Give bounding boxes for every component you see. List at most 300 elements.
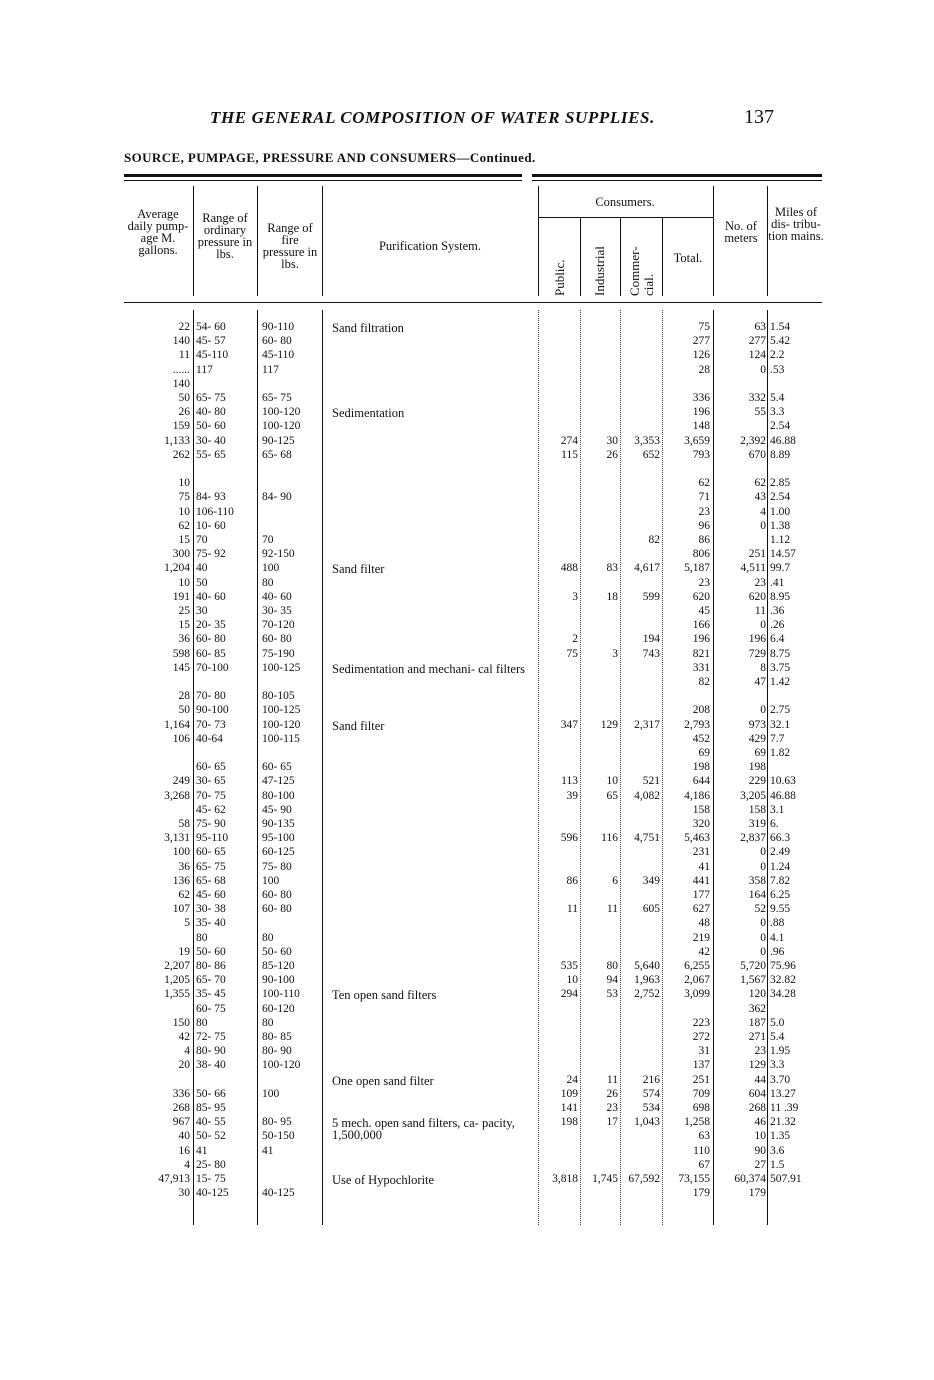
table-cell-total: 441 (692, 874, 710, 887)
table-cell-meters: 164 (748, 889, 766, 901)
table-cell-pumpage: 16 (178, 1144, 190, 1157)
table-cell-fire: 40-125 (262, 1187, 295, 1200)
table-cell-miles: 46.88 (770, 789, 796, 802)
table-cell-total: 110 (693, 1144, 710, 1157)
table-cell-meters: 198 (748, 761, 766, 774)
table-cell-total: 452 (692, 732, 710, 745)
table-cell-pumpage: 191 (172, 590, 190, 603)
table-cell-meters: 0 (760, 917, 766, 930)
header-public: Public. (552, 259, 567, 296)
table-cell-fire: 80-105 (262, 690, 295, 703)
body-divider (580, 310, 581, 1225)
table-cell-miles: 3.3 (770, 406, 785, 419)
table-cell-meters: 196 (748, 633, 766, 646)
table-cell-miles: .26 (770, 619, 785, 632)
table-cell-public: 86 (566, 874, 578, 887)
table-cell-miles: 3.1 (770, 803, 785, 816)
table-cell-ordinary: 50 (196, 576, 208, 589)
table-cell-indus: 80 (606, 960, 618, 972)
table-cell-meters: 8 (760, 661, 766, 674)
table-cell-total: 208 (692, 704, 710, 717)
table-cell-fire: 65- 75 (262, 392, 292, 404)
table-cell-pumpage: 300 (172, 548, 190, 561)
table-cell-comm: 605 (642, 903, 660, 916)
table-cell-pumpage: 150 (172, 1016, 190, 1029)
body-divider (620, 310, 621, 1225)
table-cell-pumpage: 967 (172, 1116, 190, 1129)
table-cell-ordinary: 40- 60 (196, 590, 226, 603)
table-cell-miles: 1.42 (770, 676, 791, 688)
table-cell-total: 63 (698, 1130, 710, 1143)
table-cell-meters: 271 (748, 1031, 766, 1043)
table-cell-ordinary: 30 (196, 605, 208, 617)
table-cell-pumpage: 136 (172, 874, 190, 887)
table-cell-fire: 95-100 (262, 832, 295, 845)
table-cell-total: 336 (692, 392, 710, 404)
table-cell-meters: 158 (748, 803, 766, 816)
table-cell-total: 71 (698, 491, 710, 504)
table-cell-indus: 26 (606, 1087, 618, 1100)
header-divider (620, 218, 621, 296)
top-rule-thin-left (124, 180, 522, 181)
table-cell-ordinary: 117 (196, 363, 213, 376)
table-cell-total: 126 (692, 349, 710, 362)
table-cell-miles: 6. (770, 818, 779, 830)
table-cell-comm: 216 (642, 1073, 660, 1086)
table-cell-fire: 50- 60 (262, 945, 292, 958)
table-cell-miles: 1.38 (770, 519, 791, 532)
table-cell-ordinary: 40- 80 (196, 406, 226, 419)
table-cell-fire: 90-125 (262, 434, 295, 447)
table-cell-meters: 0 (760, 519, 766, 532)
table-cell-meters: 358 (748, 874, 766, 887)
table-cell-fire: 45-110 (262, 349, 295, 362)
table-cell-comm: 3,353 (634, 434, 660, 447)
table-cell-fire: 117 (262, 363, 279, 376)
table-cell-pumpage: 1,355 (164, 988, 190, 1001)
table-cell-miles: 13.27 (770, 1087, 796, 1100)
table-cell-pumpage: 10 (178, 505, 190, 518)
table-cell-pumpage: 145 (172, 661, 190, 674)
table-cell-total: 6,255 (684, 960, 710, 972)
header-pumpage: Average daily pump- age M. gallons. (127, 207, 189, 257)
table-cell-pumpage: 5 (184, 917, 190, 930)
table-cell-meters: 362 (748, 1002, 766, 1015)
table-cell-total: 3,659 (684, 434, 710, 447)
table-cell-fire: 70-120 (262, 619, 295, 632)
table-cell-pumpage: 4 (184, 1158, 190, 1171)
table-cell-comm: 1,043 (634, 1116, 660, 1129)
table-cell-pumpage: 100 (172, 846, 190, 859)
table-cell-fire: 41 (262, 1144, 274, 1157)
header-divider (257, 186, 258, 296)
table-cell-miles: 8.89 (770, 448, 791, 461)
table-cell-ordinary: 65- 68 (196, 874, 226, 887)
table-cell-ordinary: 70-100 (196, 661, 229, 674)
table-cell-purif: Ten open sand filters (332, 988, 437, 1003)
header-purification: Purification System. (378, 239, 482, 253)
table-cell-meters: 11 (754, 605, 766, 617)
table-cell-miles: 11 .39 (770, 1102, 799, 1114)
table-cell-pumpage: 3,268 (164, 789, 190, 802)
table-cell-meters: 43 (754, 491, 766, 504)
table-cell-public: 141 (560, 1102, 578, 1114)
table-cell-indus: 1,745 (592, 1173, 618, 1185)
running-head-title: THE GENERAL COMPOSITION OF WATER SUPPLIES. (210, 108, 655, 127)
header-bottom-rule (124, 302, 822, 303)
table-cell-pumpage: ...... (172, 363, 190, 376)
table-cell-meters: 332 (748, 392, 766, 404)
table-cell-fire: 75-190 (262, 647, 295, 660)
table-cell-public: 109 (560, 1087, 578, 1100)
table-cell-ordinary: 72- 75 (196, 1031, 226, 1043)
header-ordinary-pressure: Range of ordinary pressure in lbs. (197, 211, 253, 261)
table-cell-meters: 1,567 (740, 974, 766, 987)
table-cell-meters: 52 (754, 903, 766, 916)
table-cell-pumpage: 249 (172, 775, 190, 788)
table-cell-purif: Sand filtration (332, 321, 404, 335)
table-cell-indus: 129 (600, 718, 618, 731)
table-cell-fire: 65- 68 (262, 448, 292, 461)
table-cell-pumpage: 75 (178, 491, 190, 504)
table-cell-fire: 80 (262, 576, 274, 589)
table-cell-pumpage: 26 (178, 406, 190, 419)
table-cell-indus: 53 (606, 988, 618, 1001)
table-cell-miles: 1.54 (770, 321, 791, 333)
table-cell-purif: Use of Hypochlorite (332, 1173, 435, 1187)
body-divider (322, 310, 323, 1225)
table-cell-indus: 6 (612, 874, 618, 887)
table-cell-fire: 80- 95 (262, 1116, 292, 1129)
table-cell-indus: 116 (601, 832, 618, 845)
table-cell-ordinary: 80 (196, 1016, 208, 1029)
table-cell-ordinary: 60- 65 (196, 846, 226, 859)
table-cell-meters: 251 (748, 548, 766, 561)
table-cell-miles: 32.82 (770, 974, 796, 987)
table-cell-ordinary: 20- 35 (196, 619, 226, 632)
table-cell-total: 709 (692, 1087, 710, 1100)
header-divider (662, 218, 663, 296)
table-cell-miles: 1.35 (770, 1130, 791, 1143)
table-cell-comm: 599 (642, 590, 660, 603)
table-cell-public: 10 (566, 974, 578, 987)
table-cell-meters: 229 (748, 775, 766, 788)
body-divider (713, 310, 714, 1225)
table-cell-meters: 620 (748, 590, 766, 603)
table-cell-purif: Sand filter (332, 562, 385, 577)
table-cell-miles: 2.75 (770, 704, 791, 717)
table-cell-ordinary: 60- 80 (196, 633, 226, 646)
top-rule-thick-left (124, 174, 522, 177)
table-cell-meters: 69 (754, 747, 766, 759)
table-cell-miles: .36 (770, 605, 785, 617)
table-cell-total: 67 (698, 1158, 710, 1171)
table-cell-fire: 50-150 (262, 1130, 295, 1143)
table-cell-purif: One open sand filter (332, 1073, 434, 1088)
table-subheading: SOURCE, PUMPAGE, PRESSURE AND CONSUMERS—Continued. (124, 150, 536, 165)
table-cell-total: 219 (692, 931, 710, 944)
table-cell-pumpage: 4 (184, 1045, 190, 1058)
table-cell-pumpage: 50 (178, 392, 190, 404)
table-cell-total: 148 (692, 420, 710, 433)
body-divider (767, 310, 768, 1225)
table-cell-total: 42 (698, 945, 710, 958)
table-cell-meters: 0 (760, 846, 766, 859)
table-cell-pumpage: 11 (178, 349, 190, 362)
table-cell-indus: 11 (606, 903, 618, 916)
table-cell-fire: 100-120 (262, 406, 301, 419)
table-cell-ordinary: 90-100 (196, 704, 229, 717)
table-cell-pumpage: 42 (178, 1031, 190, 1043)
table-cell-meters: 2,837 (740, 832, 766, 845)
table-cell-total: 86 (698, 534, 710, 546)
top-rule-thick-right (532, 174, 822, 177)
table-cell-meters: 0 (760, 619, 766, 632)
table-cell-miles: 5.42 (770, 335, 791, 348)
table-cell-pumpage: 107 (172, 903, 190, 916)
table-cell-meters: 604 (748, 1087, 766, 1100)
table-cell-ordinary: 50- 66 (196, 1087, 226, 1100)
table-cell-pumpage: 36 (178, 633, 190, 646)
table-cell-fire: 60- 80 (262, 633, 292, 646)
table-cell-total: 73,155 (678, 1173, 710, 1185)
table-cell-pumpage: 1,164 (164, 718, 190, 731)
table-cell-meters: 729 (748, 647, 766, 660)
table-cell-fire: 100-115 (262, 732, 300, 745)
table-cell-miles: 7.82 (770, 874, 791, 887)
table-cell-ordinary: 30- 40 (196, 434, 226, 447)
table-cell-total: 179 (692, 1187, 710, 1200)
table-cell-miles: 3.75 (770, 661, 791, 674)
table-cell-public: 535 (560, 960, 578, 972)
page-number: 137 (744, 106, 774, 128)
table-cell-fire: 80 (262, 1016, 274, 1029)
table-cell-meters: 124 (748, 349, 766, 362)
table-cell-total: 806 (692, 548, 710, 561)
table-cell-meters: 5,720 (740, 960, 766, 972)
table-cell-total: 62 (698, 477, 710, 490)
table-cell-miles: 1.12 (770, 534, 791, 546)
table-cell-meters: 44 (754, 1073, 766, 1086)
table-cell-ordinary: 65- 75 (196, 860, 226, 873)
table-cell-pumpage: 28 (178, 690, 190, 703)
table-cell-total: 4,186 (684, 789, 710, 802)
table-cell-meters: 429 (748, 732, 766, 745)
table-cell-ordinary: 45-110 (196, 349, 229, 362)
table-cell-fire: 47-125 (262, 775, 295, 788)
table-cell-total: 23 (698, 576, 710, 589)
table-cell-miles: 21.32 (770, 1116, 796, 1129)
header-industrial: Industrial (592, 246, 607, 296)
table-cell-public: 198 (560, 1116, 578, 1129)
table-cell-comm: 743 (642, 647, 660, 660)
table-cell-total: 821 (692, 647, 710, 660)
table-cell-pumpage: 10 (178, 477, 190, 490)
table-cell-meters: 55 (754, 406, 766, 419)
table-cell-meters: 129 (748, 1059, 766, 1072)
table-cell-meters: 187 (748, 1016, 766, 1029)
table-cell-meters: 62 (754, 477, 766, 490)
table-cell-fire: 30- 35 (262, 605, 292, 617)
table-cell-ordinary: 40-125 (196, 1187, 229, 1200)
table-cell-indus: 94 (606, 974, 618, 987)
table-cell-pumpage: 15 (178, 619, 190, 632)
table-cell-miles: 8.75 (770, 647, 791, 660)
table-cell-comm: 349 (642, 874, 660, 887)
table-cell-meters: 3,205 (740, 789, 766, 802)
table-cell-fire: 75- 80 (262, 860, 292, 873)
table-cell-total: 166 (692, 619, 710, 632)
table-cell-meters: 2,392 (740, 434, 766, 447)
table-cell-total: 644 (692, 775, 710, 788)
table-cell-miles: 3.6 (770, 1144, 785, 1157)
table-cell-pumpage: 47,913 (158, 1173, 190, 1185)
table-cell-ordinary: 30- 38 (196, 903, 226, 916)
table-cell-total: 793 (692, 448, 710, 461)
table-cell-total: 196 (692, 406, 710, 419)
table-cell-total: 75 (698, 321, 710, 333)
table-cell-miles: 10.63 (770, 775, 796, 788)
table-cell-public: 3,818 (552, 1173, 578, 1185)
table-cell-ordinary: 70- 80 (196, 690, 226, 703)
table-cell-miles: 507.91 (770, 1173, 802, 1185)
table-cell-ordinary: 30- 65 (196, 775, 226, 788)
consumers-underline (538, 217, 713, 218)
table-cell-comm: 652 (642, 448, 660, 461)
table-cell-ordinary: 70 (196, 534, 208, 546)
table-cell-ordinary: 50- 60 (196, 420, 226, 433)
table-cell-ordinary: 10- 60 (196, 519, 226, 532)
table-cell-meters: 4 (760, 505, 766, 518)
table-cell-ordinary: 65- 70 (196, 974, 226, 987)
table-cell-total: 2,793 (684, 718, 710, 731)
table-cell-miles: 1.00 (770, 505, 791, 518)
table-cell-ordinary: 41 (196, 1144, 208, 1157)
table-cell-fire: 100-125 (262, 661, 301, 674)
table-cell-meters: 0 (760, 704, 766, 717)
table-cell-ordinary: 55- 65 (196, 448, 226, 461)
table-cell-ordinary: 75- 92 (196, 548, 226, 561)
table-cell-pumpage: 140 (172, 335, 190, 348)
table-cell-indus: 83 (606, 562, 618, 575)
table-cell-total: 69 (698, 747, 710, 759)
table-cell-pumpage: 336 (172, 1087, 190, 1100)
table-cell-ordinary: 40-64 (196, 732, 223, 745)
table-cell-miles: 6.25 (770, 889, 791, 901)
table-cell-comm: 2,752 (634, 988, 660, 1001)
table-cell-pumpage: 62 (178, 519, 190, 532)
table-cell-ordinary: 106-110 (196, 505, 234, 518)
table-cell-pumpage: 106 (172, 732, 190, 745)
header-divider (580, 218, 581, 296)
table-cell-meters: 10 (754, 1130, 766, 1143)
table-cell-pumpage: 2,207 (164, 960, 190, 972)
table-cell-public: 39 (566, 789, 578, 802)
table-cell-miles: 2.54 (770, 420, 791, 433)
table-cell-ordinary: 70- 75 (196, 789, 226, 802)
table-cell-meters: 670 (748, 448, 766, 461)
table-cell-indus: 23 (606, 1102, 618, 1114)
table-cell-public: 3 (572, 590, 578, 603)
running-head (0, 108, 934, 134)
table-cell-pumpage: 1,205 (164, 974, 190, 987)
header-meters: No. of meters (724, 219, 758, 245)
table-cell-fire: 60- 80 (262, 903, 292, 916)
table-cell-meters: 23 (754, 576, 766, 589)
table-cell-pumpage: 10 (178, 576, 190, 589)
table-cell-comm: 521 (642, 775, 660, 788)
table-cell-ordinary: 15- 75 (196, 1173, 226, 1185)
table-cell-ordinary: 80- 86 (196, 960, 226, 972)
table-cell-public: 488 (560, 562, 578, 575)
table-cell-miles: 2.54 (770, 491, 791, 504)
table-cell-pumpage: 1,204 (164, 562, 190, 575)
table-cell-total: 96 (698, 519, 710, 532)
table-cell-fire: 60- 80 (262, 335, 292, 348)
table-cell-total: 158 (692, 803, 710, 816)
table-cell-fire: 100 (262, 1087, 280, 1100)
table-cell-ordinary: 40- 55 (196, 1116, 226, 1129)
table-cell-ordinary: 38- 40 (196, 1059, 226, 1072)
table-cell-total: 3,099 (684, 988, 710, 1001)
table-cell-miles: 4.1 (770, 931, 785, 944)
table-cell-fire: 100-120 (262, 1059, 301, 1072)
table-cell-meters: 0 (760, 860, 766, 873)
table-cell-pumpage: 25 (178, 605, 190, 617)
table-cell-fire: 100-125 (262, 704, 301, 717)
header-divider (193, 186, 194, 296)
table-cell-public: 274 (560, 434, 578, 447)
table-cell-miles: 1.95 (770, 1045, 791, 1058)
table-cell-fire: 90-100 (262, 974, 295, 987)
table-cell-miles: .53 (770, 363, 785, 376)
table-cell-total: 198 (692, 761, 710, 774)
table-cell-miles: 5.4 (770, 392, 785, 404)
table-cell-total: 627 (692, 903, 710, 916)
table-cell-total: 48 (698, 917, 710, 930)
body-divider (538, 310, 539, 1225)
header-commercial: Commer- cial. (627, 246, 656, 296)
table-cell-ordinary: 84- 93 (196, 491, 226, 504)
top-rule-thin-right (532, 180, 822, 181)
table-cell-miles: 3.70 (770, 1073, 791, 1086)
table-cell-ordinary: 65- 75 (196, 392, 226, 404)
table-cell-total: 28 (698, 363, 710, 376)
header-divider (538, 186, 539, 296)
table-cell-purif: 5 mech. open sand filters, ca- pacity, 1,500,000 (332, 1116, 515, 1143)
table-cell-ordinary: 45- 57 (196, 335, 226, 348)
table-cell-comm: 194 (642, 633, 660, 646)
table-cell-pumpage: 1,133 (164, 434, 190, 447)
table-cell-pumpage: 19 (178, 945, 190, 958)
table-cell-total: 31 (698, 1045, 710, 1058)
table-cell-fire: 100-120 (262, 718, 301, 731)
table-cell-comm: 82 (648, 534, 660, 546)
table-cell-miles: 2.49 (770, 846, 791, 859)
table-cell-miles: 9.55 (770, 903, 791, 916)
table-cell-fire: 45- 90 (262, 803, 292, 816)
table-cell-miles: 99.7 (770, 562, 791, 575)
table-cell-pumpage: 140 (172, 377, 190, 390)
table-cell-fire: 100-120 (262, 420, 301, 433)
table-cell-pumpage: 30 (178, 1187, 190, 1200)
table-cell-pumpage: 159 (172, 420, 190, 433)
table-cell-comm: 534 (642, 1102, 660, 1114)
table-cell-comm: 67,592 (628, 1173, 660, 1185)
table-cell-fire: 60-125 (262, 846, 295, 859)
table-cell-pumpage: 36 (178, 860, 190, 873)
table-cell-miles: 34.28 (770, 988, 796, 1001)
